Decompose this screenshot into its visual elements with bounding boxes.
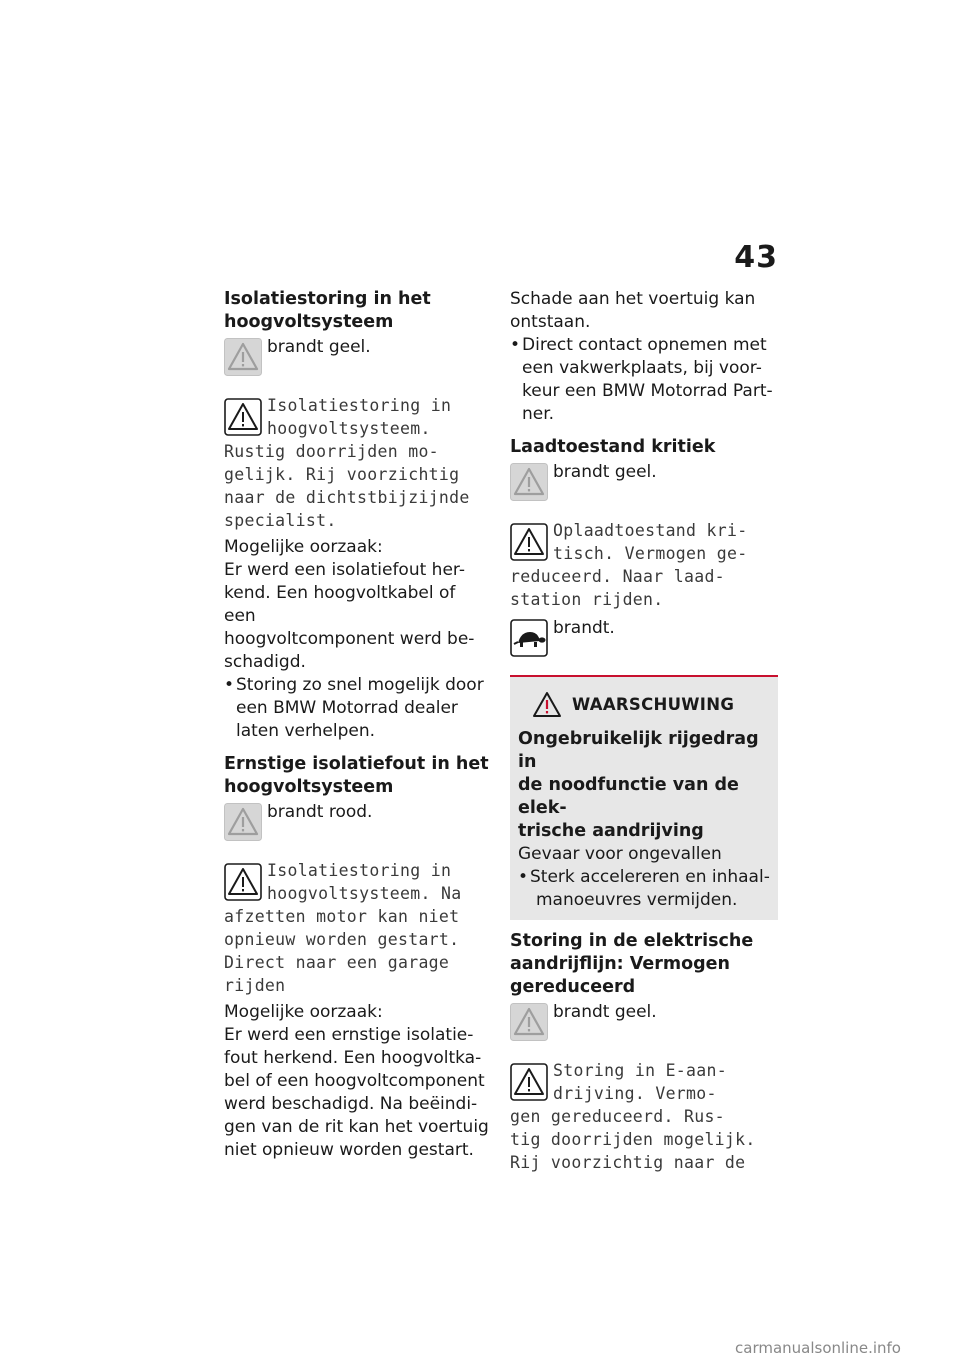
body-line: schadigd. (224, 652, 306, 672)
turtle-icon (510, 619, 548, 657)
message-line: Direct naar een garage (224, 953, 450, 972)
warning-light-icon (510, 463, 548, 501)
message-line: hoogvoltsysteem. (267, 419, 431, 438)
footer-watermark[interactable]: carmanualsonline.info (735, 1339, 901, 1357)
warning-title: Ongebruikelijk rijgedrag in (518, 729, 759, 772)
warning-triangle-icon (224, 863, 262, 901)
body-line: werd beschadigd. Na beëindi- (224, 1094, 478, 1114)
page-number: 43 (734, 240, 778, 275)
body-line: kend. Een hoogvoltkabel of een (224, 583, 456, 626)
warning-box (510, 675, 778, 920)
warning-triangle-icon (510, 1063, 548, 1101)
message-line: reduceerd. Naar laad- (510, 567, 725, 586)
cause-label: Mogelijke oorzaak: (224, 1002, 383, 1022)
display-message (224, 394, 492, 532)
message-line: gen gereduceerd. Rus- (510, 1107, 725, 1126)
message-line: Storing in E-aan- (553, 1061, 727, 1080)
warning-light-icon (510, 1003, 548, 1041)
message-line: station rijden. (510, 590, 664, 609)
indicator-row (224, 801, 492, 847)
bullet-item: • Sterk accelereren en inhaal- (518, 866, 770, 889)
body-line: niet opnieuw worden gestart. (224, 1140, 474, 1160)
section-title: Laadtoestand kritiek (510, 437, 716, 457)
message-line: Isolatiestoring in (267, 396, 452, 415)
indicator-text: brandt. (553, 618, 615, 638)
message-line: naar de dichtstbijzijnde (224, 488, 470, 507)
bullet-item: • Direct contact opnemen met (510, 334, 778, 357)
bullet-continuation: een BMW Motorrad dealer (236, 698, 458, 718)
indicator-text: brandt geel. (553, 462, 657, 482)
bullet-continuation: laten verhelpen. (236, 721, 376, 741)
warning-title: de noodfunctie van de elek- (518, 775, 739, 818)
body-line: fout herkend. Een hoogvoltka- (224, 1048, 482, 1068)
body-line: Er werd een ernstige isolatie- (224, 1025, 474, 1045)
message-line: Oplaadtoestand kri- (553, 521, 748, 540)
bullet-continuation: keur een BMW Motorrad Part- (522, 381, 773, 401)
warning-label: WAARSCHUWING (572, 695, 735, 714)
section-title: Isolatiestoring in het (224, 289, 431, 309)
right-column (510, 288, 778, 1174)
warning-body: Gevaar voor ongevallen (518, 844, 722, 864)
message-line: rijden (224, 976, 286, 995)
warning-light-icon (224, 338, 262, 376)
message-line: hoogvoltsysteem. Na (267, 884, 462, 903)
indicator-text: brandt geel. (553, 1002, 657, 1022)
bullet-continuation: manoeuvres vermijden. (536, 890, 738, 910)
warning-triangle-icon (224, 398, 262, 436)
display-message (224, 859, 492, 997)
message-line: drijving. Vermo- (553, 1084, 717, 1103)
message-line: Isolatiestoring in (267, 861, 452, 880)
message-line: opnieuw worden gestart. (224, 930, 460, 949)
message-line: tisch. Vermogen ge- (553, 544, 748, 563)
left-column (224, 288, 492, 1162)
section-title: hoogvoltsysteem (224, 312, 394, 332)
warning-triangle-icon (510, 523, 548, 561)
indicator-row (510, 1001, 778, 1047)
section-title: Ernstige isolatiefout in het (224, 754, 489, 774)
indicator-text: brandt geel. (267, 337, 371, 357)
body-line: Schade aan het voertuig kan (510, 289, 756, 309)
message-line: Rustig doorrijden mo- (224, 442, 439, 461)
bullet-continuation: een vakwerkplaats, bij voor- (522, 358, 762, 378)
bullet-item: • Storing zo snel mogelijk door (224, 674, 492, 697)
section-title: hoogvoltsysteem (224, 777, 394, 797)
message-line: tig doorrijden mogelijk. (510, 1130, 756, 1149)
warning-triangle-icon (532, 691, 562, 718)
warning-title: trische aandrijving (518, 821, 704, 841)
indicator-text: brandt rood. (267, 802, 373, 822)
display-message (510, 519, 778, 611)
section-title: aandrijflijn: Vermogen (510, 954, 730, 974)
message-line: gelijk. Rij voorzichtig (224, 465, 460, 484)
body-line: ontstaan. (510, 312, 591, 332)
indicator-row (510, 461, 778, 507)
message-line: Rij voorzichtig naar de (510, 1153, 746, 1172)
bullet-continuation: ner. (522, 404, 555, 424)
message-line: afzetten motor kan niet (224, 907, 460, 926)
message-line: specialist. (224, 511, 337, 530)
indicator-row (224, 336, 492, 382)
body-line: hoogvoltcomponent werd be- (224, 629, 475, 649)
body-line: gen van de rit kan het voertuig (224, 1117, 489, 1137)
warning-light-icon (224, 803, 262, 841)
section-title: gereduceerd (510, 977, 636, 997)
display-message (510, 1059, 778, 1174)
section-title: Storing in de elektrische (510, 931, 754, 951)
cause-label: Mogelijke oorzaak: (224, 537, 383, 557)
body-line: Er werd een isolatiefout her- (224, 560, 465, 580)
indicator-row (510, 617, 778, 663)
body-line: bel of een hoogvoltcomponent (224, 1071, 485, 1091)
